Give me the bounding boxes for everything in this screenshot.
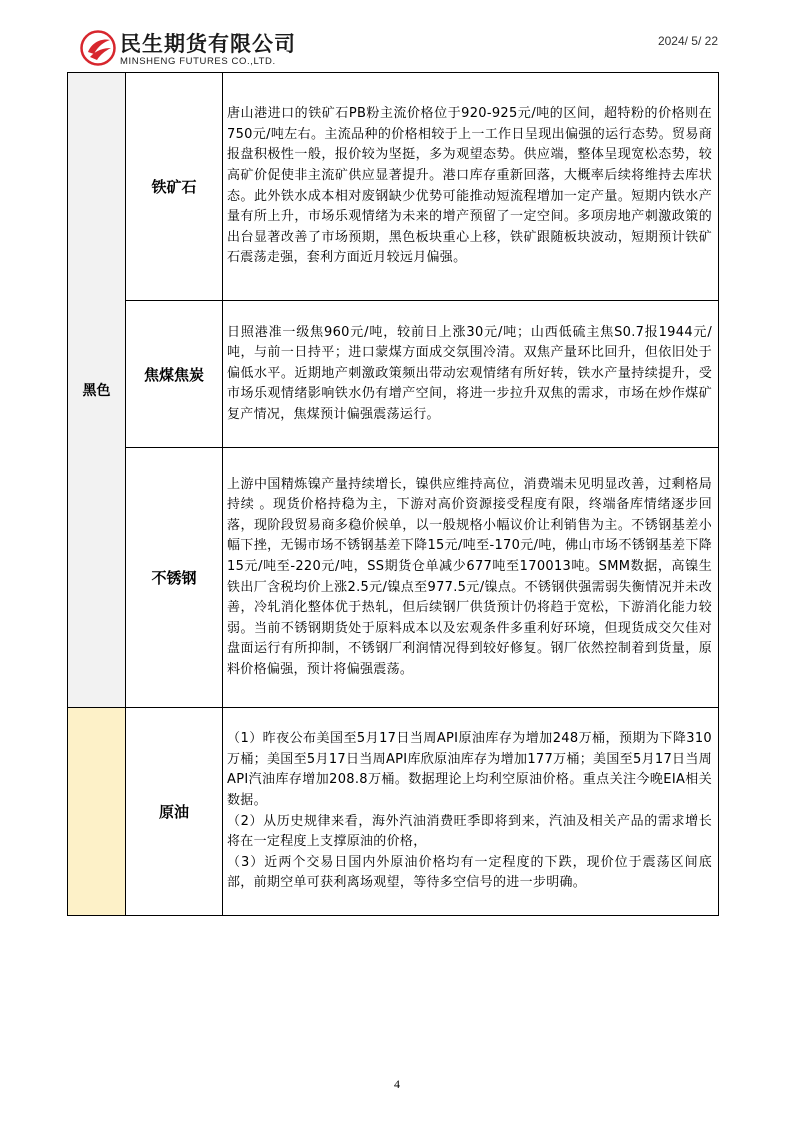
company-name-en: MINSHENG FUTURES CO.,LTD.	[120, 56, 276, 67]
company-logo	[80, 28, 320, 74]
commodity-name: 焦煤焦炭	[126, 301, 223, 448]
table-row	[68, 301, 719, 448]
company-name-cn: 民生期货有限公司	[120, 32, 296, 56]
commodity-name: 原油	[126, 708, 223, 916]
table-row	[68, 708, 719, 916]
category-cell-energy	[68, 708, 126, 916]
report-date: 2024/ 5/ 22	[657, 34, 718, 48]
commodity-analysis: 唐山港进口的铁矿石PB粉主流价格位于920-925元/吨的区间，超特粉的价格则在750元/吨左右。主流品种的价格相较于上一工作日呈现出偏强的运行态势。贸易商报盘积极性一般，报价较为坚挺，多为观望态势。供应端，整体呈现宽松态势，较高矿价促使非主流矿供应显著提升。港口库存重新回落，大概率后续将维持去库状态。此外铁水成本相对废钢缺少优势可能推动短流程增加一定产量。短期内铁水产量有所上升，市场乐观情绪为未来的增产预留了一定空间。多项房地产刺激政策的出台显著改善了市场预期，黑色板块重心上移，铁矿跟随板块波动，短期预计铁矿石震荡走强，套利方面近月较远月偏强。	[223, 73, 719, 301]
commodity-analysis: 日照港准一级焦960元/吨，较前日上涨30元/吨；山西低硫主焦S0.7报1944元/吨，与前一日持平；进口蒙煤方面成交氛围冷清。双焦产量环比回升，但依旧处于偏低水平。近期地产刺激政策频出带动宏观情绪有所好转，铁水产量持续提升，受市场乐观情绪影响铁水仍有增产空间，将进一步拉升双焦的需求，市场在炒作煤矿复产情况，焦煤预计偏强震荡运行。	[223, 301, 719, 448]
page-number: 4	[394, 1077, 400, 1091]
minsheng-logo-icon	[80, 30, 116, 66]
category-cell-black: 黑色	[68, 73, 126, 708]
commodity-name: 铁矿石	[126, 73, 223, 301]
commodity-name: 不锈钢	[126, 448, 223, 708]
analysis-paragraph: （2）从历史规律来看，海外汽油消费旺季即将到来，汽油及相关产品的需求增长将在一定程度上支撑原油的价格，	[227, 813, 712, 850]
commodity-analysis: 上游中国精炼镍产量持续增长，镍供应维持高位，消费端未见明显改善，过剩格局持续 。现货价格持稳为主，下游对高价资源接受程度有限，终端备库情绪逐步回落，现阶段贸易商多稳价候单，以一般规格小幅议价让利销售为主。不锈钢基差小幅下挫，无锡市场不锈钢基差下降15元/吨至-170元/吨，佛山市场不锈钢基差下降15元/吨至-220元/吨，SS期货仓单减少677吨至170013吨。SMM数据，高镍生铁出厂含税均价上涨2.5元/镍点至977.5元/镍点。不锈钢供强需弱失衡情况并未改善，冷轧消化整体优于热轧，但后续钢厂供货预计仍将趋于宽松，下游消化能力较弱。当前不锈钢期货处于原料成本以及宏观条件多重利好环境，但现货成交欠佳对盘面运行有所抑制，不锈钢厂利润情况得到较好修复。钢厂依然控制着到货量，原料价格偏强，预计将偏强震荡。	[223, 448, 719, 708]
analysis-paragraph: （1）昨夜公布美国至5月17日当周API原油库存为增加248万桶，预期为下降310万桶；美国至5月17日当周API库欣原油库存为增加177万桶；美国至5月17日当周API汽油库存增加208.8万桶。数据理论上均利空原油价格。重点关注今晚EIA相关数据。	[227, 731, 712, 808]
commodity-analysis	[223, 708, 719, 916]
analysis-paragraph: （3）近两个交易日国内外原油价格均有一定程度的下跌，现价位于震荡区间底部，前期空单可获利离场观望，等待多空信号的进一步明确。	[227, 854, 712, 891]
table-row	[68, 73, 719, 301]
commodity-table	[67, 72, 719, 916]
table-row	[68, 448, 719, 708]
